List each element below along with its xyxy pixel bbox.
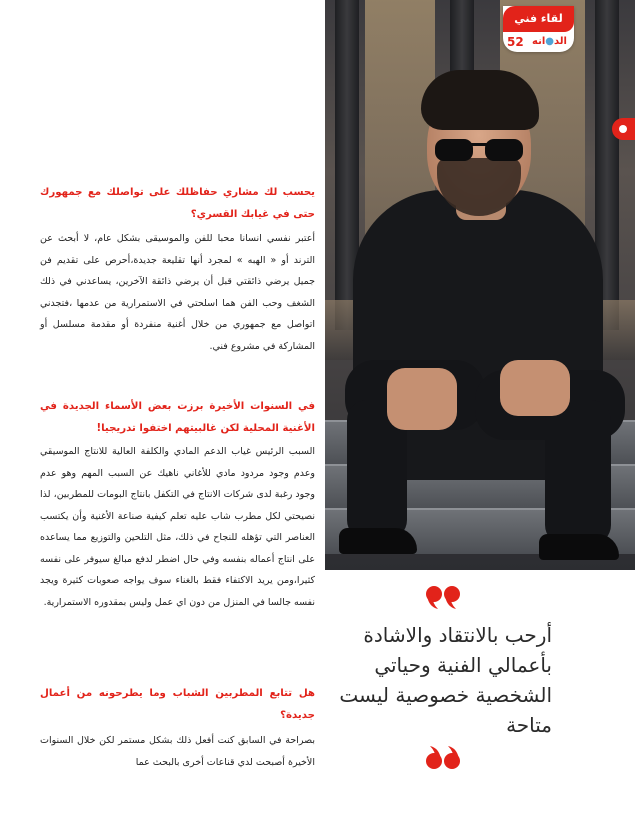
- photo-hair: [421, 70, 539, 130]
- portrait-photo: [325, 0, 635, 570]
- page-number: 52: [507, 35, 524, 49]
- answer-2: السبب الرئيس غياب الدعم المادي والكلفة العالية للانتاج الموسيقي وعدم وجود مردود مادي للأغاني ناهيك عن السبب المهم وهو عدم وجود رغبة لدى شركات الانتاج في التكفل بانتاج البومات للمطربين، لذا نصيحتي لكل مطرب شاب عليه تعلم كيفية صناعة الأغنية وأن يكتسب العناصر التي تؤهله للنجاح في ذلك، مثل التلحين والتوزيع مما يساعده على انتاج أعماله بنفسه وفي حال اضطر لدفع مبالغ سيوفر على نفسه كثيرا،ومن يريد الاكتفاء فقط بالغناء سوف يواجه صعوبات كثيرة ويجد نفسه جالسا في المنزل من دون اي عمل وليس بمقدوره الاستمرارية.: [40, 446, 315, 608]
- quote-close-icon: [424, 744, 462, 770]
- sunglasses-icon: [429, 135, 529, 163]
- brand-logo-suffix: انه: [532, 36, 546, 47]
- brand-logo-prefix: الد: [553, 36, 567, 47]
- side-marker-icon: [611, 118, 635, 140]
- quote-open-icon: [424, 585, 462, 611]
- answer-1: أعتبر نفسي انسانا محبا للفن والموسيقى بشكل عام، لا أبحث عن الترند أو « الهبه » لمجرد أنها تقليعة جديدة،أحرص على تقديم فن جميل يرضي ذائقتي قبل أن يرضي ذائقة الآخرين، يساعدني في ذلك الشغف وحب الفن هما اسلحتي في الاستمرارية من عدمها ،فتجدني اتواصل مع جمهوري من خلال أغنية منفردة أو مقدمة مسلسل أو المشاركة في مشروع فني.: [40, 233, 315, 352]
- photo-shoe: [539, 534, 619, 560]
- brand-logo-dot: ●: [545, 36, 554, 47]
- question-1: يحسب لك مشاري حفاظلك على تواصلك مع جمهورك حتى في غيابك القسري؟: [40, 187, 315, 220]
- section-badge: [503, 6, 574, 52]
- photo-shoe: [339, 528, 417, 554]
- photo-leg: [545, 400, 611, 545]
- answer-3: بصراحة في السابق كنت أفعل ذلك بشكل مستمر لكن خلال السنوات الأخيرة أصبحت لدي قناعات أخرى بالبحث عما: [40, 735, 315, 768]
- brand-logo: [532, 36, 567, 47]
- question-2: في السنوات الأخيرة برزت بعض الأسماء الجديدة في الأغنية المحلية لكن غالبيتهم اختفوا تدريجيا!: [40, 401, 315, 434]
- photo-hand: [387, 368, 457, 430]
- photo-hand: [500, 360, 570, 416]
- question-3: هل تتابع المطربين الشباب وما يطرحونه من أعمال جديدة؟: [40, 688, 315, 721]
- section-label: لقاء فني: [503, 6, 574, 32]
- pull-quote: أرحب بالانتقاد والاشادة بأعمالي الفنية وحياتي الشخصية خصوصية ليست متاحة: [339, 623, 552, 737]
